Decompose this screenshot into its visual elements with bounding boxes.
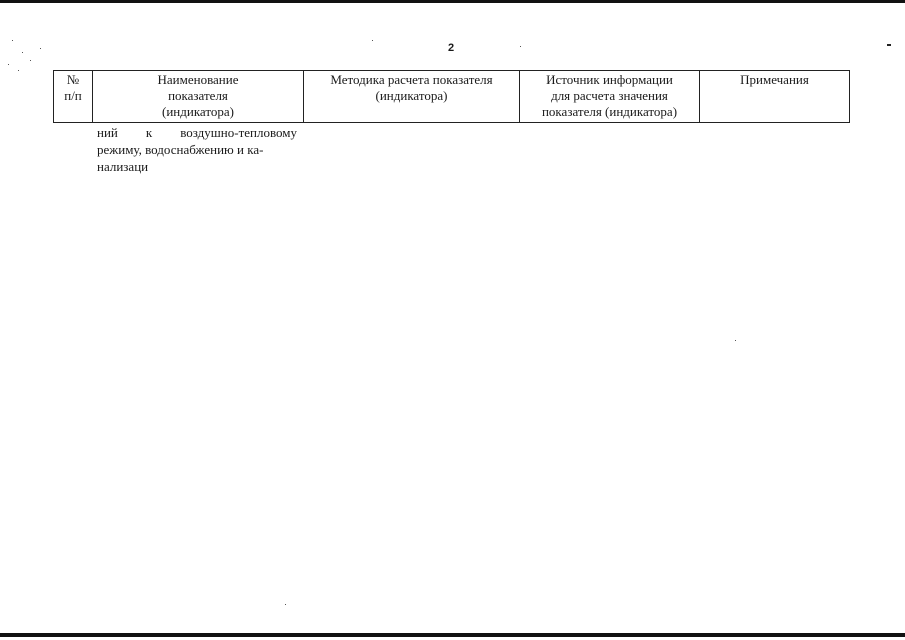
header-number bbox=[54, 71, 93, 123]
header-line: № bbox=[66, 72, 80, 87]
header-notes bbox=[700, 71, 850, 123]
header-information-source bbox=[520, 71, 700, 123]
scan-speck bbox=[12, 40, 13, 41]
table-header-row bbox=[54, 71, 850, 123]
continuation-word: к bbox=[145, 125, 153, 140]
header-line: Примечания bbox=[740, 72, 809, 87]
scan-speck bbox=[520, 46, 521, 47]
continuation-line-2: режиму, водоснабжению и ка- bbox=[97, 142, 264, 157]
continuation-word: ний bbox=[97, 125, 118, 140]
header-line: (индикатора) bbox=[162, 104, 234, 119]
continuation-text bbox=[97, 124, 297, 175]
scan-speck bbox=[8, 64, 9, 65]
page-number: 2 bbox=[448, 42, 455, 54]
scan-speck bbox=[372, 40, 373, 41]
header-line: показателя bbox=[168, 88, 228, 103]
continuation-line-3: нализаци bbox=[97, 159, 149, 174]
indicator-table bbox=[53, 70, 850, 123]
scan-speck bbox=[40, 48, 41, 49]
header-line: п/п bbox=[64, 88, 82, 103]
scan-speck bbox=[285, 604, 286, 605]
scan-dash-mark bbox=[887, 44, 891, 46]
header-line: Методика расчета показателя bbox=[330, 72, 493, 87]
header-line: Наименование bbox=[157, 72, 239, 87]
scan-border-top bbox=[0, 0, 905, 3]
header-line: показателя (индикатора) bbox=[541, 104, 678, 119]
header-calculation-method bbox=[304, 71, 520, 123]
scan-border-bottom bbox=[0, 633, 905, 637]
scan-speck bbox=[30, 60, 31, 61]
header-indicator-name bbox=[93, 71, 304, 123]
header-line: Источник информации bbox=[546, 72, 673, 87]
continuation-line-1 bbox=[97, 124, 297, 141]
scan-speck bbox=[18, 70, 19, 71]
scan-speck bbox=[22, 52, 23, 53]
continuation-word: воздушно-тепловому bbox=[180, 125, 297, 140]
header-line: для расчета значения bbox=[551, 88, 668, 103]
scan-speck bbox=[735, 340, 736, 341]
header-line: (индикатора) bbox=[375, 88, 448, 103]
